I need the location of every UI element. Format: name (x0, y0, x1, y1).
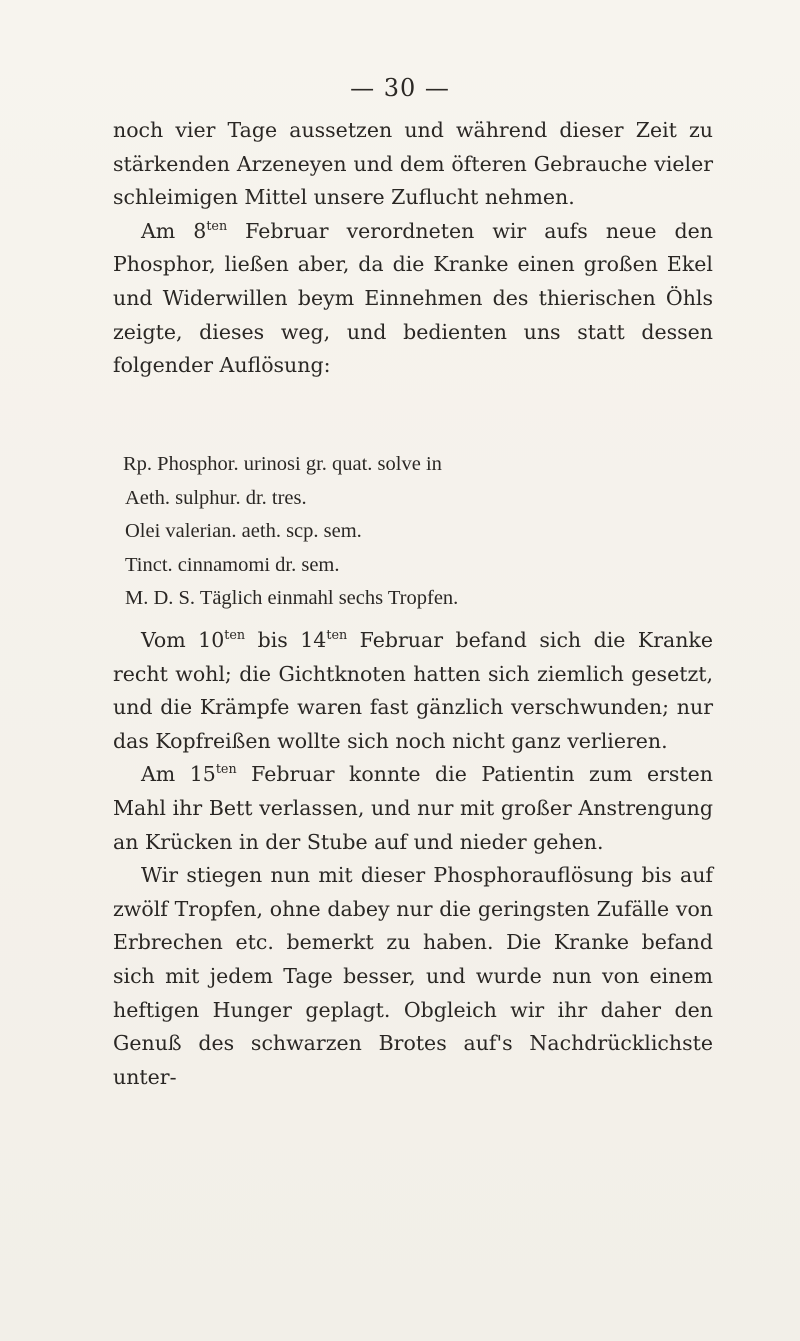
recipe-line: Aeth. sulphur. dr. tres. (125, 486, 307, 509)
recipe-block (123, 448, 713, 616)
paragraph-phosphor-prescription: Am $8^{ten}$ Februar verordneten wir aufs neue den Phosphor, ließen aber, da die Kranke einen großen Ekel und Widerwillen beym Einnehmen des thierischen Öhls zeigte, dieses weg, und bedienten uns statt dessen folgender Auflösung: (113, 217, 713, 378)
recipe-line: M. D. S. Täglich einmahl sechs Tropfen. (125, 587, 459, 610)
paragraph-recovery: Vom $10^{ten}$ bis $14^{ten}$ Februar befand sich die Kranke recht wohl; die Gichtknoten hatten sich ziemlich gesetzt, und die Krämpfe waren fast gänzlich verschwunden; nur das Kopfreißen wollte sich noch nicht ganz verlieren. (113, 627, 713, 753)
text-block-lower (113, 624, 713, 1094)
paragraph-first-steps: Am $15^{ten}$ Februar konnte die Patientin zum ersten Mahl ihr Bett verlassen, und nur mit großer Anstrengung an Krücken in der Stube auf und nieder gehen. (113, 761, 713, 854)
paragraph-continuation: noch vier Tage aussetzen und während dieser Zeit zu stärkenden Arzeneyen und dem öfteren Gebrauche vieler schleimigen Mittel unsere Zuflucht nehmen. (113, 118, 713, 210)
recipe-line: Olei valerian. aeth. scp. sem. (125, 520, 362, 543)
recipe-line: Rp. Phosphor. urinosi gr. quat. solve in (123, 453, 442, 475)
text-block-upper (113, 114, 713, 383)
recipe-line: Tinct. cinnamomi dr. sem. (125, 553, 340, 576)
paragraph-dosage-increase: Wir stiegen nun mit dieser Phosphorauflösung bis auf zwölf Tropfen, ohne dabey nur die geringsten Zufälle von Erbrechen etc. bemerkt zu haben. Die Kranke befand sich mit jedem Tage besser, und wurde nun von einem heftigen Hunger geplagt. Obgleich wir ihr daher den Genuß des schwarzen Brotes auf's Nachdrücklichste unter- (113, 863, 713, 1089)
page-number: — 30 — (350, 74, 450, 102)
